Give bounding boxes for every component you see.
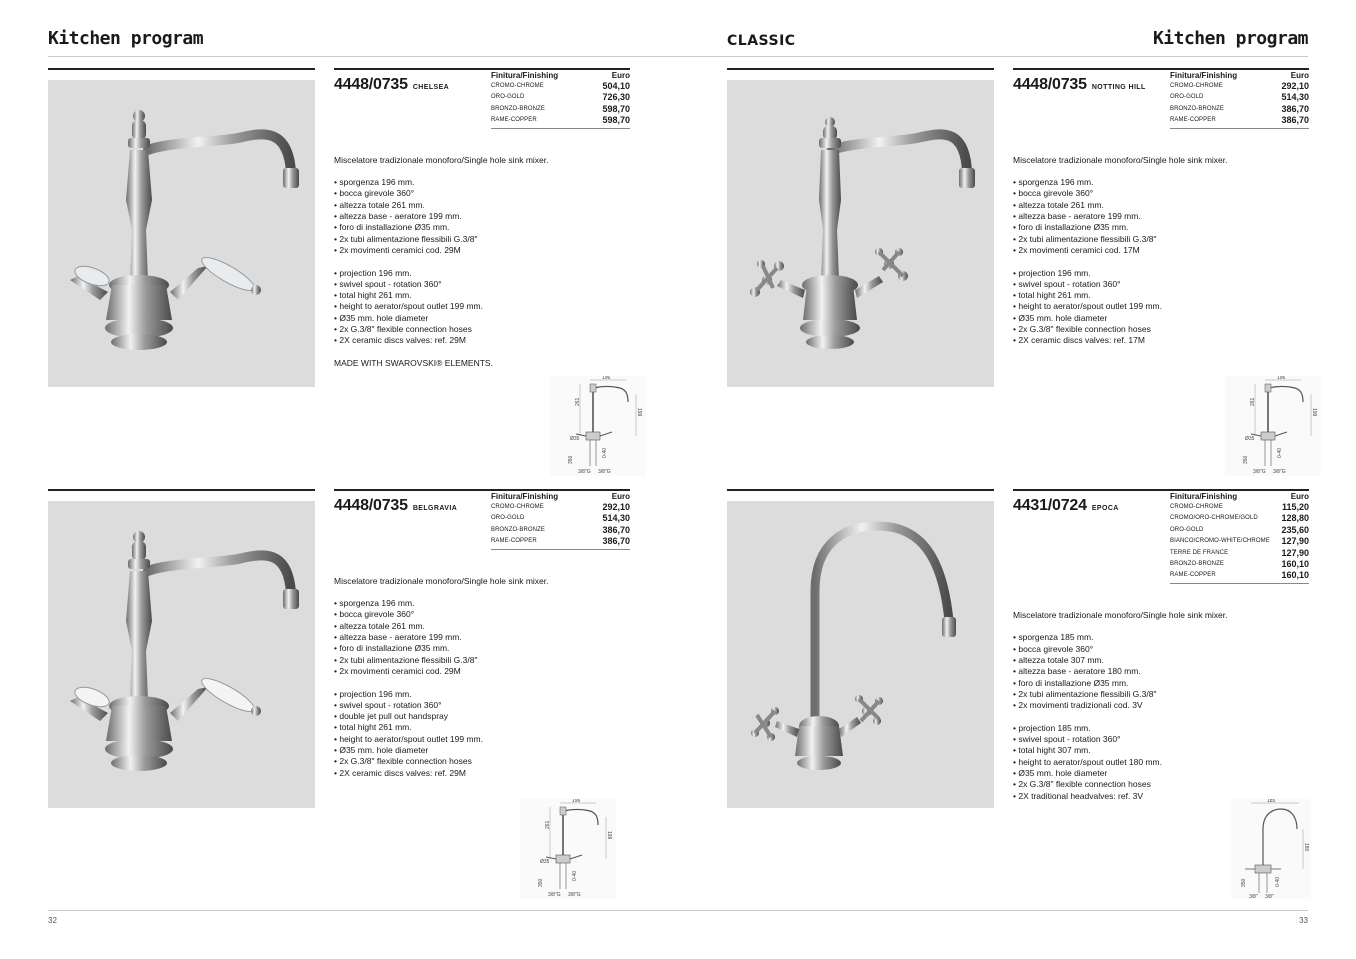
finish-name: RAME-COPPER xyxy=(491,538,537,545)
left-page-number: 32 xyxy=(48,916,57,925)
price-row xyxy=(1170,104,1309,115)
finish-price: 514,30 xyxy=(1281,92,1309,103)
finish-price: 386,70 xyxy=(1281,103,1309,114)
spec-item-it: • bocca girevole 360° xyxy=(1013,188,1094,199)
description-text: Miscelatore tradizionale monoforo/Single hole sink mixer. xyxy=(1013,609,1228,620)
spec-item-en: • double jet pull out handspray xyxy=(334,711,449,722)
spec-item-it: • 2x movimenti ceramici cod. 29M xyxy=(334,244,461,255)
image-top-rule xyxy=(48,68,315,70)
product-photo xyxy=(48,80,315,387)
product-heading xyxy=(334,76,449,94)
price-table-header xyxy=(491,70,630,81)
spec-item-en: • 2X traditional headvalves: ref. 3V xyxy=(1013,790,1144,801)
price-row xyxy=(1170,115,1309,126)
diagram-height-label: 261 xyxy=(1250,397,1256,406)
product-card-epoca xyxy=(727,489,1309,899)
technical-drawing xyxy=(520,799,616,899)
price-row xyxy=(491,536,630,547)
finish-price: 128,80 xyxy=(1281,513,1309,524)
spec-item-it: • altezza totale 261 mm. xyxy=(334,620,425,631)
diagram-range-label: 0-40 xyxy=(602,447,608,458)
image-top-rule xyxy=(727,68,994,70)
price-row xyxy=(1170,502,1309,513)
spec-item-it: • bocca girevole 360° xyxy=(334,188,415,199)
finish-name: ORO-GOLD xyxy=(491,94,525,101)
diagram-width-label: 196 xyxy=(1277,376,1286,381)
spec-item-it: • 2x movimenti ceramici cod. 17M xyxy=(1013,244,1140,255)
spec-item-en: • projection 196 mm. xyxy=(334,267,412,278)
finish-price: 386,70 xyxy=(602,536,630,547)
product-card-belgravia xyxy=(48,489,630,899)
price-row xyxy=(1170,525,1309,536)
diagram-hose-right: 3/8" xyxy=(1265,894,1274,899)
finishing-header: Finitura/Finishing xyxy=(1170,492,1238,501)
finish-name: CROMO-CHROME xyxy=(491,83,544,89)
diagram-hose-right: 3/8"G xyxy=(1273,469,1286,475)
diagram-height-label: 261 xyxy=(575,397,581,406)
spec-item-it: • 2x tubi alimentazione flessibili G.3/8" xyxy=(1013,233,1157,244)
section-title: CLASSIC xyxy=(727,33,796,49)
price-row xyxy=(1170,570,1309,581)
finish-name: BRONZO-BRONZE xyxy=(491,526,545,533)
description-text: Miscelatore tradizionale monoforo/Single hole sink mixer. xyxy=(334,154,549,165)
spec-item-it: • altezza totale 307 mm. xyxy=(1013,654,1104,665)
header-divider xyxy=(48,56,1308,57)
spec-item-en: • height to aerator/spout outlet 180 mm. xyxy=(1013,756,1162,767)
product-code: 4448/0735 xyxy=(1013,76,1087,93)
finish-name: CROMO-CHROME xyxy=(491,504,544,510)
diagram-depth-label: 350 xyxy=(538,878,544,887)
price-row xyxy=(491,502,630,513)
spec-item-en: • 2x G.3/8" flexible connection hoses xyxy=(334,756,472,767)
price-row xyxy=(491,115,630,126)
technical-drawing xyxy=(1231,799,1311,899)
finish-name: ORO-GOLD xyxy=(491,515,525,522)
product-photo xyxy=(727,80,994,387)
spec-item-it: • sporgenza 196 mm. xyxy=(334,598,415,609)
diagram-hose-left: 3/8" xyxy=(1249,894,1258,899)
product-heading xyxy=(1013,76,1146,94)
price-row xyxy=(491,92,630,103)
finish-name: RAME-COPPER xyxy=(1170,117,1216,124)
product-code: 4448/0735 xyxy=(334,497,408,514)
diagram-range-label: 0-40 xyxy=(1275,876,1281,887)
spec-item-it: • bocca girevole 360° xyxy=(1013,643,1094,654)
spec-item-en: • swivel spout - rotation 360° xyxy=(1013,734,1121,745)
product-description xyxy=(334,576,549,779)
spec-item-en: • projection 196 mm. xyxy=(334,688,412,699)
price-row xyxy=(491,104,630,115)
diagram-base-label: 199 xyxy=(606,831,612,840)
image-top-rule xyxy=(48,489,315,491)
price-table-header xyxy=(1170,491,1309,502)
currency-header: Euro xyxy=(611,492,630,501)
price-table-header xyxy=(1170,70,1309,81)
finish-name: BIANCO/CROMO-WHITE/CHROME xyxy=(1170,538,1270,545)
price-row xyxy=(1170,536,1309,547)
spec-item-it: • foro di installazione Ø35 mm. xyxy=(334,222,450,233)
price-table xyxy=(1170,491,1309,584)
description-text: Miscelatore tradizionale monoforo/Single hole sink mixer. xyxy=(1013,154,1228,165)
diagram-height-label: 261 xyxy=(545,820,551,829)
price-table xyxy=(491,70,630,129)
price-row xyxy=(491,81,630,92)
price-row xyxy=(491,525,630,536)
diagram-depth-label: 350 xyxy=(1241,878,1247,887)
price-table-rule xyxy=(1170,583,1309,584)
finish-price: 127,90 xyxy=(1281,536,1309,547)
spec-item-en: • 2x G.3/8" flexible connection hoses xyxy=(1013,779,1151,790)
diagram-hose-right: 3/8"G xyxy=(598,469,611,475)
finishing-header: Finitura/Finishing xyxy=(1170,71,1238,80)
technical-drawing xyxy=(550,376,646,476)
spec-item-en: • Ø35 mm. hole diameter xyxy=(334,745,429,756)
spec-item-it: • 2x movimenti tradizionali cod. 3V xyxy=(1013,700,1143,711)
finish-price: 386,70 xyxy=(1281,115,1309,126)
product-photo xyxy=(727,501,994,808)
price-table-rule xyxy=(491,549,630,550)
spec-item-it: • sporgenza 185 mm. xyxy=(1013,632,1094,643)
spec-item-en: • total hight 261 mm. xyxy=(1013,290,1091,301)
spec-item-it: • 2x tubi alimentazione flessibili G.3/8" xyxy=(1013,688,1157,699)
product-description xyxy=(334,155,549,370)
left-page-title: Kitchen program xyxy=(48,28,204,49)
diagram-base-label: 199 xyxy=(1311,408,1317,417)
diagram-hole-label: Ø35 xyxy=(570,436,580,442)
spec-item-en: • swivel spout - rotation 360° xyxy=(334,278,442,289)
finish-price: 115,20 xyxy=(1281,502,1309,512)
diagram-hole-label: Ø35 xyxy=(540,859,550,865)
spec-item-it: • altezza totale 261 mm. xyxy=(334,199,425,210)
spec-item-en: • 2X ceramic discs valves: ref. 29M xyxy=(334,767,466,778)
product-heading xyxy=(1013,497,1119,515)
spec-item-en: • swivel spout - rotation 360° xyxy=(1013,278,1121,289)
product-card-notting-hill xyxy=(727,68,1317,478)
finish-price: 292,10 xyxy=(602,502,630,512)
finishing-header: Finitura/Finishing xyxy=(491,71,559,80)
finish-name: CROMO-CHROME xyxy=(1170,504,1223,510)
diagram-hole-label: Ø35 xyxy=(1245,436,1255,442)
spec-item-en: • total hight 261 mm. xyxy=(334,290,412,301)
finish-price: 598,70 xyxy=(602,103,630,114)
price-row xyxy=(1170,81,1309,92)
finish-name: BRONZO-BRONZE xyxy=(1170,561,1224,568)
spec-item-en: • Ø35 mm. hole diameter xyxy=(1013,767,1108,778)
currency-header: Euro xyxy=(1290,71,1309,80)
product-heading xyxy=(334,497,457,515)
finish-name: ORO-GOLD xyxy=(1170,526,1204,533)
right-page-title: Kitchen program xyxy=(1152,28,1308,49)
spec-item-it: • sporgenza 196 mm. xyxy=(1013,177,1094,188)
diagram-base-label: 199 xyxy=(636,408,642,417)
finishing-header: Finitura/Finishing xyxy=(491,492,559,501)
diagram-width-label: 196 xyxy=(602,376,611,381)
finish-price: 386,70 xyxy=(602,524,630,535)
spec-item-it: • 2x movimenti ceramici cod. 29M xyxy=(334,665,461,676)
product-model: BELGRAVIA xyxy=(412,505,458,512)
finish-name: TERRE DE FRANCE xyxy=(1170,549,1229,556)
spec-item-it: • altezza base - aeratore 180 mm. xyxy=(1013,666,1141,677)
spec-item-en: • height to aerator/spout outlet 199 mm. xyxy=(334,301,483,312)
description-text: Miscelatore tradizionale monoforo/Single hole sink mixer. xyxy=(334,575,549,586)
diagram-hose-left: 3/8"G xyxy=(548,892,561,898)
spec-item-it: • 2x tubi alimentazione flessibili G.3/8" xyxy=(334,233,478,244)
price-row xyxy=(1170,513,1309,524)
price-row xyxy=(1170,548,1309,559)
spec-item-en: • total hight 261 mm. xyxy=(334,722,412,733)
product-code: 4448/0735 xyxy=(334,76,408,93)
spec-item-en: • 2X ceramic discs valves: ref. 29M xyxy=(334,335,466,346)
price-table-header xyxy=(491,491,630,502)
spec-item-en: • Ø35 mm. hole diameter xyxy=(1013,312,1108,323)
currency-header: Euro xyxy=(611,71,630,80)
spec-item-en: • 2x G.3/8" flexible connection hoses xyxy=(1013,324,1151,335)
finish-name: ORO-GOLD xyxy=(1170,94,1204,101)
finish-price: 160,10 xyxy=(1281,570,1309,581)
currency-header: Euro xyxy=(1290,492,1309,501)
finish-name: RAME-COPPER xyxy=(491,117,537,124)
finish-name: CROMO-CHROME xyxy=(1170,83,1223,89)
right-page-number: 33 xyxy=(1299,916,1308,925)
spec-item-it: • sporgenza 196 mm. xyxy=(334,177,415,188)
price-table-rule xyxy=(491,128,630,129)
finish-price: 292,10 xyxy=(1281,81,1309,91)
price-row xyxy=(491,513,630,524)
finish-name: RAME-COPPER xyxy=(1170,572,1216,579)
spec-item-it: • altezza totale 261 mm. xyxy=(1013,199,1104,210)
diagram-width-label: 196 xyxy=(572,799,581,804)
price-row xyxy=(1170,559,1309,570)
product-photo xyxy=(48,501,315,808)
finish-price: 160,10 xyxy=(1281,559,1309,570)
product-model: EPOCA xyxy=(1091,505,1119,512)
spec-item-en: • swivel spout - rotation 360° xyxy=(334,699,442,710)
spec-item-it: • altezza base - aeratore 199 mm. xyxy=(334,632,462,643)
product-model: NOTTING HILL xyxy=(1091,84,1146,91)
diagram-hose-right: 3/8"G xyxy=(568,892,581,898)
product-description xyxy=(1013,610,1228,802)
diagram-depth-label: 350 xyxy=(568,455,574,464)
product-description xyxy=(1013,155,1228,347)
product-card-chelsea xyxy=(48,68,642,478)
spec-item-en: • 2X ceramic discs valves: ref. 17M xyxy=(1013,335,1145,346)
diagram-range-label: 0-40 xyxy=(1277,447,1283,458)
spec-item-it: • 2x tubi alimentazione flessibili G.3/8" xyxy=(334,654,478,665)
spec-item-en: • Ø35 mm. hole diameter xyxy=(334,312,429,323)
finish-name: BRONZO-BRONZE xyxy=(491,105,545,112)
price-row xyxy=(1170,92,1309,103)
image-top-rule xyxy=(727,489,994,491)
product-code: 4431/0724 xyxy=(1013,497,1087,514)
finish-price: 726,30 xyxy=(602,92,630,103)
spec-item-en: • projection 196 mm. xyxy=(1013,267,1091,278)
spec-item-it: • altezza base - aeratore 199 mm. xyxy=(1013,211,1141,222)
spec-item-it: • altezza base - aeratore 199 mm. xyxy=(334,211,462,222)
finish-price: 514,30 xyxy=(602,513,630,524)
diagram-base-label: 180 xyxy=(1303,843,1309,852)
technical-drawing xyxy=(1225,376,1321,476)
diagram-depth-label: 350 xyxy=(1243,455,1249,464)
spec-item-en: • 2x G.3/8" flexible connection hoses xyxy=(334,324,472,335)
footer-divider xyxy=(48,910,1308,911)
finish-price: 504,10 xyxy=(602,81,630,91)
diagram-range-label: 0-40 xyxy=(572,870,578,881)
spec-item-it: • foro di installazione Ø35 mm. xyxy=(334,643,450,654)
spec-item-it: • foro di installazione Ø35 mm. xyxy=(1013,677,1129,688)
finish-name: BRONZO-BRONZE xyxy=(1170,105,1224,112)
finish-price: 235,60 xyxy=(1281,524,1309,535)
diagram-hose-left: 3/8"G xyxy=(578,469,591,475)
swarovski-note: MADE WITH SWAROVSKI® ELEMENTS. xyxy=(334,357,493,368)
diagram-hose-left: 3/8"G xyxy=(1253,469,1266,475)
spec-item-it: • bocca girevole 360° xyxy=(334,609,415,620)
spec-item-en: • height to aerator/spout outlet 199 mm. xyxy=(1013,301,1162,312)
price-table xyxy=(1170,70,1309,129)
price-table-rule xyxy=(1170,128,1309,129)
price-table xyxy=(491,491,630,550)
finish-name: CROMO/ORO-CHROME/GOLD xyxy=(1170,515,1258,522)
spec-item-en: • total hight 307 mm. xyxy=(1013,745,1091,756)
diagram-width-label: 185 xyxy=(1267,799,1276,804)
spec-item-en: • height to aerator/spout outlet 199 mm. xyxy=(334,733,483,744)
spec-item-it: • foro di installazione Ø35 mm. xyxy=(1013,222,1129,233)
finish-price: 598,70 xyxy=(602,115,630,126)
spec-item-en: • projection 185 mm. xyxy=(1013,722,1091,733)
finish-price: 127,90 xyxy=(1281,547,1309,558)
product-model: CHELSEA xyxy=(412,84,450,91)
